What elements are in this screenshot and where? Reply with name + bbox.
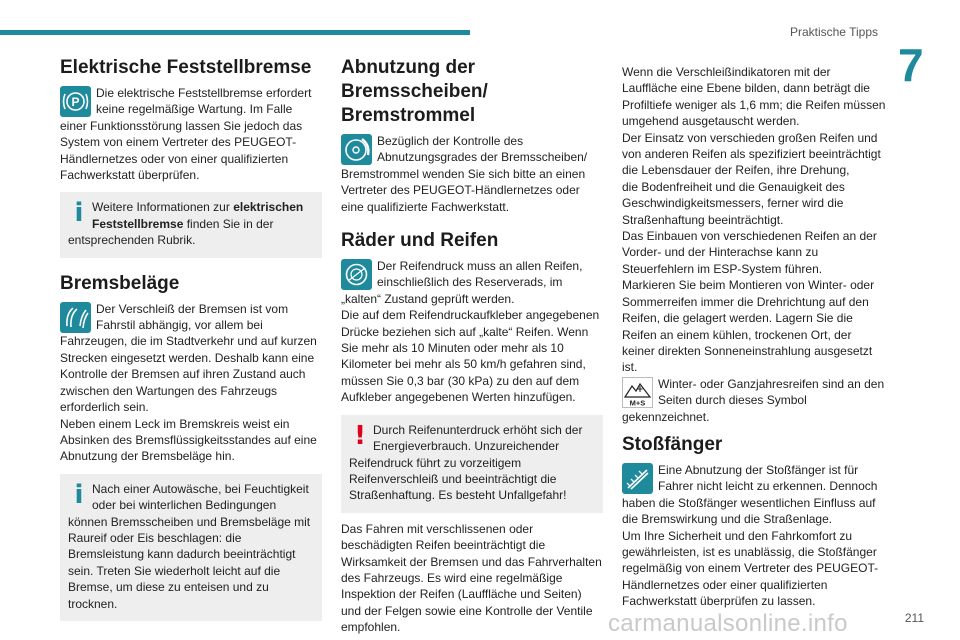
text-worn-tyres: Das Fahren mit verschlissenen oder beschädigten Reifen beeinträchtigt die Wirksamkeit der Bremsen und das Fahrverhalten des Fahrzeugs. Es wird eine regelmäßige Inspektion der Reifen (Lauffläche und Seiten) und der Felgen sowie eine Kontrolle der Ventile empfohlen. bbox=[341, 521, 602, 635]
tyre-icon bbox=[341, 259, 372, 290]
text-brake-disc: Bezüglich der Kontrolle des Abnutzungsgrades der Bremsscheiben/ Bremstrommel wenden Sie sich bitte an einen Vertreter des PEUGEOT-Händlernetzes oder eine qualifizierte Fachwerkstatt. bbox=[341, 134, 588, 214]
heading-brake-disc-wear: Abnutzung der Bremsscheiben/ Bremstrommel bbox=[341, 57, 488, 126]
info-text-brake-ice: Nach einer Autowäsche, bei Feuchtigkeit oder bei winterlichen Bedingungen können Bremsscheiben und Bremsbeläge mit Raureif oder Eis beschlagen: die Bremsleistung kann dadurch beeinträchtigt sein. Treten Sie wiederholt leicht auf die Bremse, um diese zu enteisen und zu trocknen. bbox=[68, 481, 311, 611]
text-parking-brake: Die elektrische Feststellbremse erfordert keine regelmäßige Wartung. Im Falle einer Funktionsstörung lassen Sie jedoch das System von einem Vertreter des PEUGEOT-Händlernetzes oder von einer qualifizierten Fachwerkstatt überprüfen. bbox=[60, 86, 312, 183]
text-bumper-wear: Eine Abnutzung der Stoßfänger ist für Fahrer nicht leicht zu erkennen. Dennoch haben die Stoßfänger wesentlichen Einfluss auf die Bremswirkung und die Straßenlage. bbox=[622, 462, 878, 527]
text-winter-tyres: Winter- oder Ganzjahresreifen sind an den Seiten durch dieses Symbol gekennzeichnet. bbox=[622, 376, 885, 424]
text-brake-fluid: Neben einem Leck im Bremskreis weist ein Absinken des Bremsflüssigkeitsstandes auf eine Abnutzung der Bremsbeläge hin. bbox=[60, 416, 317, 464]
text-tyre-pressure-cold: Der Reifendruck muss an allen Reifen, einschließlich des Reserverads, im „kalten“ Zustand geprüft werden. bbox=[341, 259, 583, 306]
warning-text-underinflation: Durch Reifenunterdruck erhöht sich der Energieverbrauch. Unzureichender Reifendruck führt zu vorzeitigem Reifenverschleiß und beeinträchtigt die Straßenhaftung. Es besteht Unfallgefahr! bbox=[349, 422, 583, 503]
text-tyre-sizes: Der Einsatz von verschieden großen Reifen und von anderen Reifen als spezifiziert beeinträchtigt die Lebensdauer der Reifen, ihre Drehung, bbox=[622, 130, 881, 178]
heading-brake-pads: Bremsbeläge bbox=[60, 272, 180, 294]
text-brake-pads: Der Verschleiß der Bremsen ist vom Fahrstil abhängig, vor allem bei Fahrzeugen, die im Stadtverkehr und auf kurzen Strecken eingesetzt werden. Deshalb kann eine Kontrolle der Bremsen auf ihren Zustand auch zwischen den Wartungen des Fahrzeugs erforderlich sein. bbox=[60, 301, 317, 415]
text-bumper-check: Um Ihre Sicherheit und den Fahrkomfort zu gewährleisten, ist es unablässig, die Stoßfänger regelmäßig von einem Vertreter des PEUGEOT-Händlernetzes oder einer qualifizierten Fachwerkstatt überprüfen zu lassen. bbox=[622, 528, 879, 609]
heading-electric-parking-brake: Elektrische Feststellbremse bbox=[60, 57, 312, 78]
text-tyre-storage: Markieren Sie beim Montieren von Winter- oder Sommerreifen immer die Drehrichtung auf den Reifen, die gelagert werden. Lagern Sie die Reifen an einem kühlen, trockenen Ort, der keiner direkten Sonneneinstrahlung ausgesetzt ist. bbox=[622, 278, 875, 375]
warning-icon: ! bbox=[354, 420, 366, 451]
brake-disc-icon bbox=[341, 134, 372, 165]
text-wear-indicators: Wenn die Verschleißindikatoren mit der Lauffläche eine Ebene bilden, dann beträgt die Profiltiefe weniger als 1,6 mm; die Reifen müssen umgehend ausgetauscht werden. bbox=[622, 65, 886, 129]
svg-text:P: P bbox=[71, 95, 80, 109]
heading-bumpers: Stoßfänger bbox=[622, 433, 723, 455]
paragraph-tyre-pressure bbox=[341, 258, 603, 307]
info-icon: i bbox=[74, 198, 84, 229]
column-3 bbox=[622, 64, 887, 610]
chapter-number: 7 bbox=[898, 39, 924, 91]
info-icon: i bbox=[74, 479, 84, 510]
section-title: Praktische Tipps bbox=[789, 25, 878, 39]
header-accent-bar bbox=[0, 30, 470, 35]
mountain-snowflake-icon bbox=[622, 377, 653, 408]
watermark: carmanualsonline.info bbox=[608, 610, 848, 637]
parking-brake-icon bbox=[60, 86, 91, 117]
warning-box-underinflation bbox=[341, 415, 603, 513]
heading-wheels-tyres: Räder und Reifen bbox=[341, 230, 499, 252]
info-box-brake-ice bbox=[60, 474, 322, 621]
paragraph-parking-brake bbox=[60, 85, 322, 183]
text-ground-clearance: die Bodenfreiheit und die Genauigkeit des Geschwindigkeitsmessers, ferner wird die Straßenhaftung beeinträchtigt. bbox=[622, 179, 845, 227]
info-box-parking-brake bbox=[60, 192, 322, 257]
paragraph-winter-tyres bbox=[622, 376, 887, 425]
column-1 bbox=[60, 56, 322, 621]
paragraph-brake-pads bbox=[60, 301, 322, 416]
text-tyre-pressure-values: Die auf dem Reifendruckaufkleber angegebenen Drücke beziehen sich auf „kalte“ Reifen. Wenn Sie mehr als 10 Minuten oder mehr als 10 Kilometer bei mehr als 50 km/h gefahren sind, müssen Sie 0,3 bar (30 kPa) zu den auf dem Aufkleber angegebenen Werten hinzufügen. bbox=[341, 308, 600, 405]
brake-pads-icon bbox=[60, 302, 91, 333]
bumper-icon bbox=[622, 463, 653, 494]
text-esp-errors: Das Einbauen von verschiedenen Reifen an der Vorder- und der Hinterachse kann zu Steuerfehlern im ESP-System führen. bbox=[622, 229, 877, 276]
column-2 bbox=[341, 56, 603, 636]
page-number: 211 bbox=[904, 611, 924, 625]
paragraph-bumpers bbox=[622, 462, 887, 528]
paragraph-brake-disc bbox=[341, 133, 603, 215]
svg-text:M+S: M+S bbox=[629, 398, 646, 408]
info-text-parking-brake: Weitere Informationen zur elektrischen Feststellbremse finden Sie in der entsprechenden Rubrik. bbox=[68, 200, 304, 248]
